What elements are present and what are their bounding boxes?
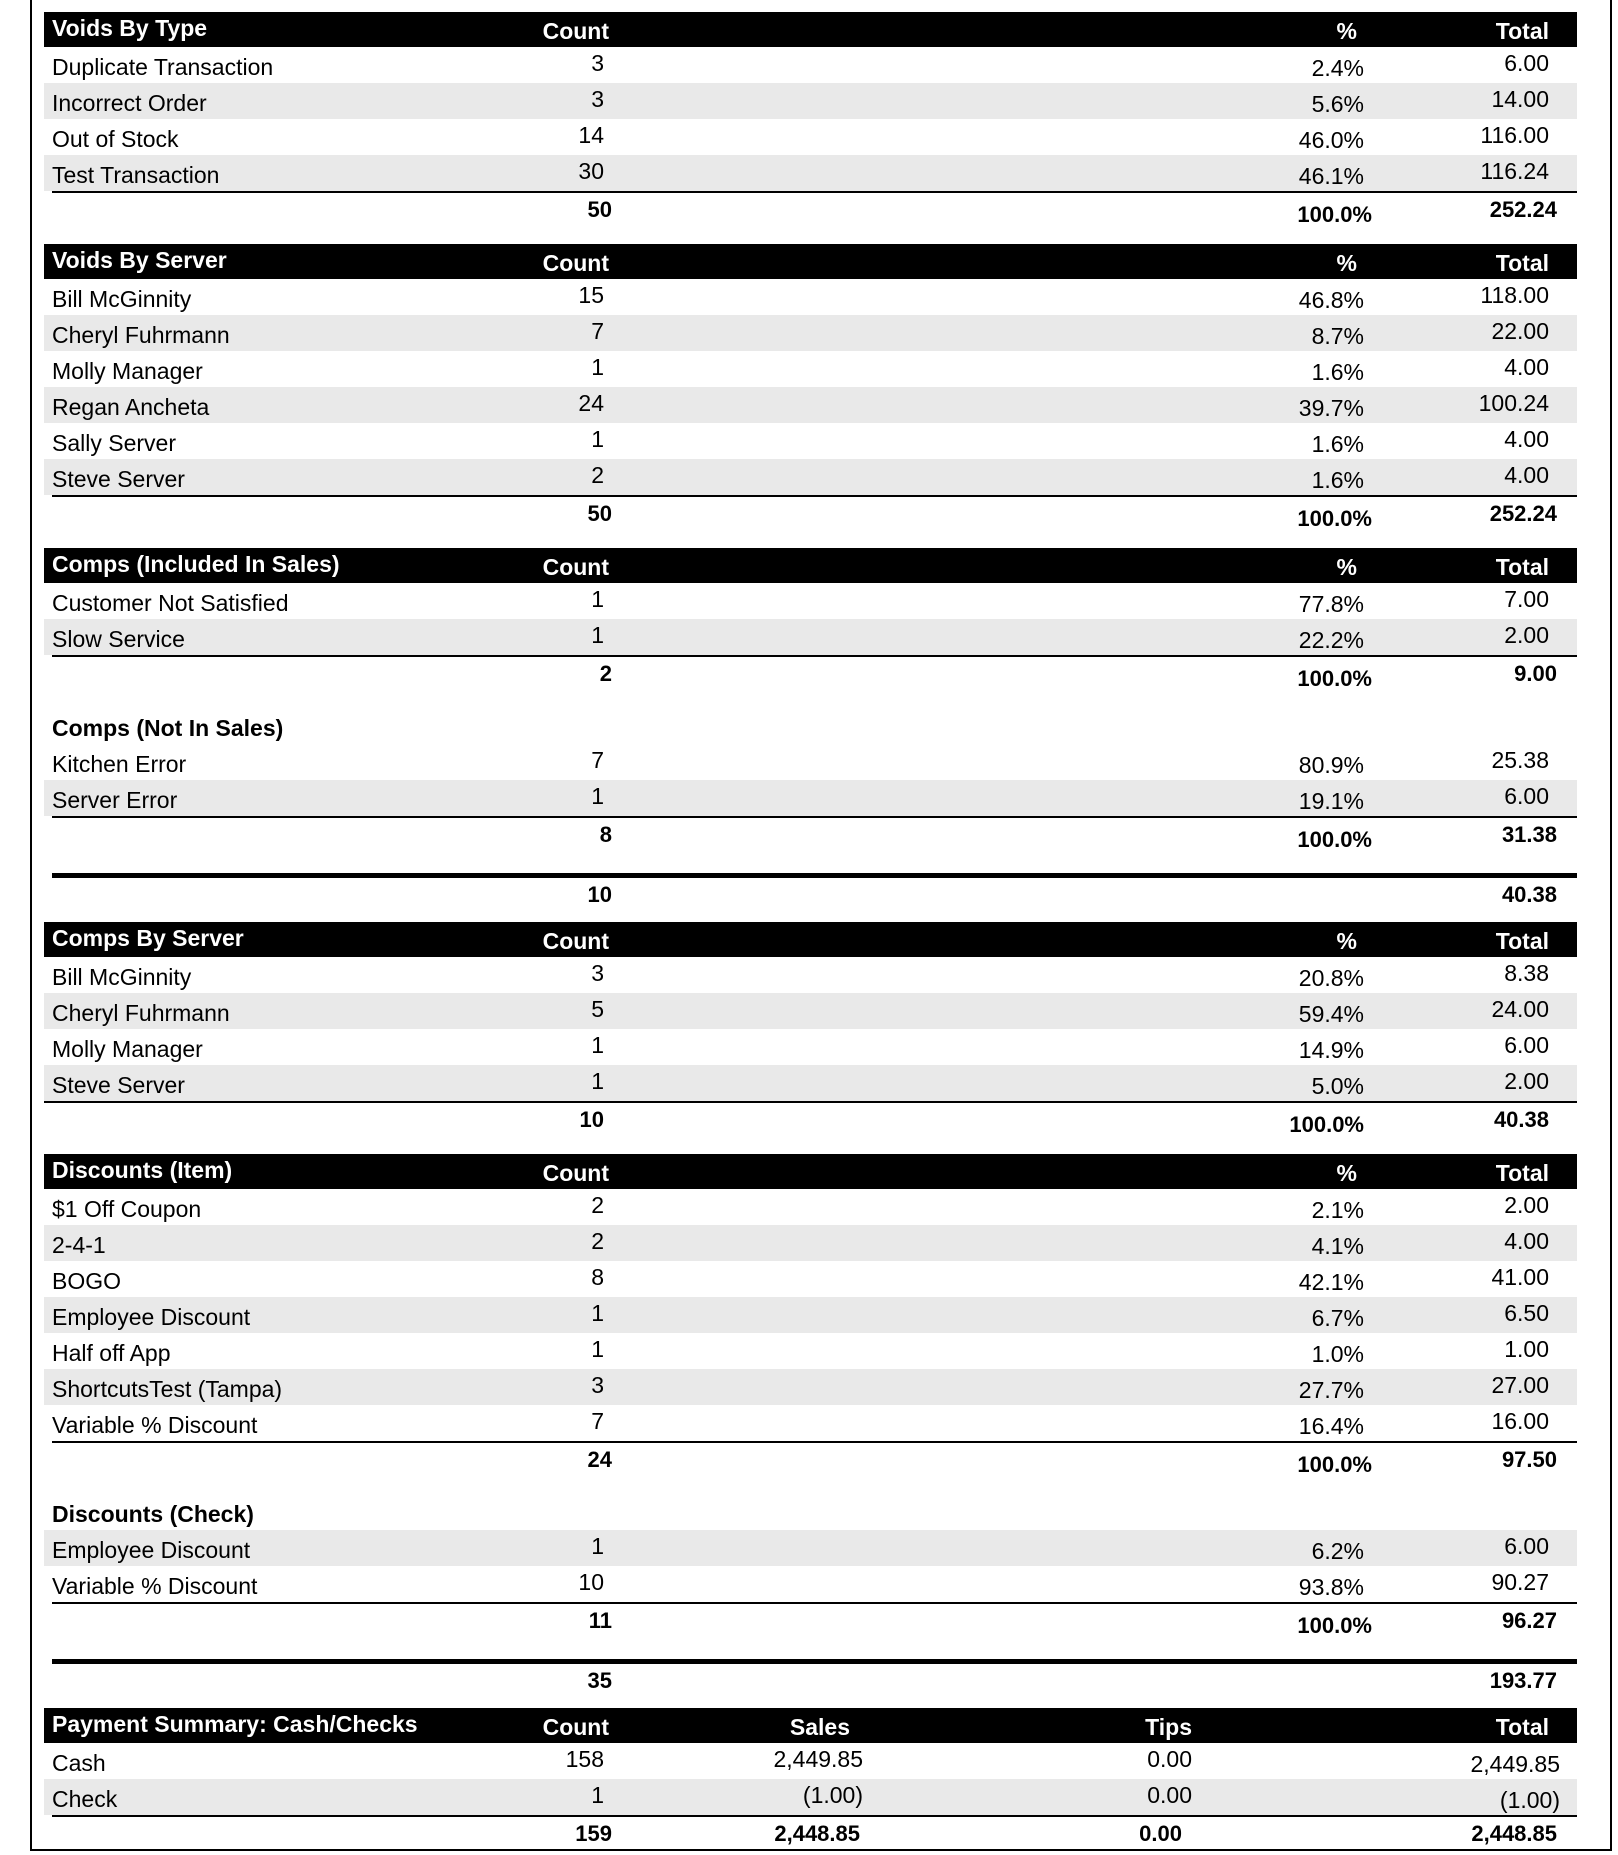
row-name: Steve Server — [52, 1072, 185, 1098]
row-percent: 22.2% — [1298, 627, 1364, 653]
table-row — [44, 1225, 1577, 1261]
row-total: 41.00 — [1491, 1264, 1549, 1290]
row-percent: 42.1% — [1298, 1269, 1364, 1295]
section-header — [44, 244, 1577, 279]
spacer — [44, 1481, 1577, 1494]
row-count: 5 — [591, 996, 604, 1022]
row-percent: 27.7% — [1298, 1377, 1364, 1403]
section-totals — [52, 655, 1577, 695]
total-column-header: Total — [1495, 1714, 1549, 1740]
spacer — [44, 1141, 1577, 1154]
count-column-header: Count — [542, 554, 609, 580]
section-header — [44, 1154, 1577, 1189]
row-percent: 93.8% — [1298, 1574, 1364, 1600]
table-row — [44, 1779, 1577, 1815]
row-percent: 1.0% — [1311, 1341, 1364, 1367]
row-count: 10 — [578, 1569, 604, 1595]
row-total: 27.00 — [1491, 1372, 1549, 1398]
total-percent: 100.0% — [1297, 1613, 1372, 1638]
row-name: Out of Stock — [52, 126, 179, 152]
table-row — [44, 1189, 1577, 1225]
row-total: 6.00 — [1504, 1032, 1549, 1058]
payment-summary-section — [44, 1708, 1577, 1855]
voids-by-server-section — [44, 244, 1577, 535]
section-totals — [52, 816, 1577, 856]
row-total: 118.00 — [1480, 282, 1549, 308]
row-name: Cash — [52, 1750, 106, 1776]
row-name: BOGO — [52, 1268, 122, 1294]
row-name: Molly Manager — [52, 358, 203, 384]
row-name: Check — [52, 1786, 118, 1812]
total-amount: 9.00 — [1514, 661, 1557, 686]
row-total: 2.00 — [1504, 1068, 1549, 1094]
row-total: 116.00 — [1480, 122, 1549, 148]
total-column-header: Total — [1495, 928, 1549, 954]
total-count: 8 — [599, 822, 612, 847]
percent-column-header: % — [1336, 1160, 1357, 1186]
table-row — [44, 459, 1577, 495]
row-total: 22.00 — [1491, 318, 1549, 344]
row-name: Cheryl Fuhrmann — [52, 322, 230, 348]
section-totals — [52, 1441, 1577, 1481]
spacer — [44, 695, 1577, 708]
total-percent: 100.0% — [1297, 1452, 1372, 1477]
table-row — [44, 1261, 1577, 1297]
section-header — [44, 548, 1577, 583]
total-count: 11 — [588, 1608, 612, 1633]
total-count: 2 — [599, 661, 612, 686]
total-count: 50 — [587, 197, 612, 222]
section-totals — [52, 495, 1577, 535]
row-name: Bill McGinnity — [52, 964, 192, 990]
total-amount: 252.24 — [1489, 197, 1557, 222]
row-total: 2.00 — [1504, 1192, 1549, 1218]
percent-column-header: % — [1336, 928, 1357, 954]
row-tips: 0.00 — [1147, 1746, 1192, 1772]
table-row — [44, 957, 1577, 993]
table-row — [44, 1029, 1577, 1065]
row-name: Steve Server — [52, 466, 185, 492]
row-total: 1.00 — [1504, 1336, 1549, 1362]
row-name: Test Transaction — [52, 162, 220, 188]
total-count: 50 — [587, 501, 612, 526]
row-count: 2 — [591, 462, 604, 488]
row-percent: 1.6% — [1311, 467, 1364, 493]
section-title: Discounts (Check) — [52, 1501, 254, 1527]
total-column-header: Total — [1495, 554, 1549, 580]
table-row — [44, 1530, 1577, 1566]
section-title: Discounts (Item) — [52, 1157, 233, 1183]
row-percent: 6.2% — [1311, 1538, 1364, 1564]
row-count: 1 — [591, 1336, 604, 1362]
grand-total-count: 35 — [587, 1668, 612, 1693]
row-count: 1 — [591, 622, 604, 648]
table-row — [44, 119, 1577, 155]
row-total: 90.27 — [1491, 1569, 1549, 1595]
table-row — [44, 279, 1577, 315]
total-amount: 40.38 — [1493, 1107, 1549, 1132]
total-percent: 100.0% — [1297, 506, 1372, 531]
count-column-header: Count — [542, 250, 609, 276]
total-count: 10 — [579, 1107, 604, 1132]
row-name: Incorrect Order — [52, 90, 207, 116]
row-percent: 20.8% — [1298, 965, 1364, 991]
row-total: 116.24 — [1480, 158, 1549, 184]
row-name: Kitchen Error — [52, 751, 187, 777]
row-name: ShortcutsTest (Tampa) — [52, 1376, 283, 1402]
row-name: Variable % Discount — [52, 1412, 258, 1438]
total-column-header: Total — [1495, 18, 1549, 44]
row-percent: 19.1% — [1298, 788, 1364, 814]
table-row — [44, 423, 1577, 459]
row-sales: (1.00) — [802, 1782, 863, 1808]
total-amount: 97.50 — [1501, 1447, 1557, 1472]
row-total: 4.00 — [1504, 354, 1549, 380]
row-percent: 5.6% — [1311, 91, 1364, 117]
row-count: 1 — [591, 1068, 604, 1094]
row-count: 30 — [578, 158, 604, 184]
total-percent: 100.0% — [1297, 202, 1372, 227]
row-count: 7 — [591, 318, 604, 344]
discounts-grand-total — [52, 1659, 1577, 1708]
row-percent: 16.4% — [1298, 1413, 1364, 1439]
section-title: Payment Summary: Cash/Checks — [52, 1711, 418, 1737]
row-count: 7 — [591, 747, 604, 773]
table-row — [44, 1065, 1577, 1101]
table-row — [44, 993, 1577, 1029]
discounts-item-section — [44, 1154, 1577, 1481]
row-total: 100.24 — [1478, 390, 1549, 416]
row-total: 2,449.85 — [1470, 1751, 1560, 1777]
row-percent: 39.7% — [1298, 395, 1364, 421]
row-name: Duplicate Transaction — [52, 54, 274, 80]
row-count: 1 — [591, 354, 604, 380]
row-count: 3 — [591, 50, 604, 76]
section-title: Comps (Not In Sales) — [52, 715, 284, 741]
row-total: 4.00 — [1504, 462, 1549, 488]
percent-column-header: % — [1336, 250, 1357, 276]
table-row — [44, 744, 1577, 780]
row-count: 24 — [578, 390, 604, 416]
section-totals — [52, 1815, 1577, 1855]
row-name: Molly Manager — [52, 1036, 203, 1062]
row-total: 4.00 — [1504, 426, 1549, 452]
row-percent: 2.1% — [1311, 1197, 1364, 1223]
total-amount: 96.27 — [1501, 1608, 1557, 1633]
row-name: 2-4-1 — [52, 1232, 106, 1258]
table-row — [44, 351, 1577, 387]
table-row — [44, 155, 1577, 191]
percent-column-header: % — [1336, 18, 1357, 44]
table-row — [44, 1405, 1577, 1441]
row-name: Bill McGinnity — [52, 286, 192, 312]
count-column-header: Count — [542, 1160, 609, 1186]
row-count: 3 — [591, 1372, 604, 1398]
row-percent: 46.8% — [1298, 287, 1364, 313]
row-name: Sally Server — [52, 430, 176, 456]
section-title: Voids By Server — [52, 247, 227, 273]
row-total: (1.00) — [1499, 1787, 1560, 1813]
row-count: 1 — [591, 586, 604, 612]
comps-by-server-section — [44, 922, 1577, 1141]
table-row — [44, 315, 1577, 351]
section-subheader — [44, 1494, 1577, 1530]
percent-column-header: % — [1336, 554, 1357, 580]
sales-column-header: Sales — [789, 1714, 850, 1740]
table-row — [44, 780, 1577, 816]
comps-included-section — [44, 548, 1577, 695]
table-row — [44, 583, 1577, 619]
comps-not-in-sales-section — [44, 708, 1577, 922]
row-count: 1 — [591, 1782, 604, 1808]
row-total: 6.00 — [1504, 50, 1549, 76]
grand-total-amount: 40.38 — [1501, 882, 1557, 907]
row-percent: 59.4% — [1298, 1001, 1364, 1027]
section-subheader — [44, 708, 1577, 744]
row-count: 3 — [591, 86, 604, 112]
grand-total-count: 10 — [587, 882, 612, 907]
total-sales: 2,448.85 — [774, 1821, 860, 1846]
total-amount: 252.24 — [1489, 501, 1557, 526]
report-page — [30, 0, 1612, 1851]
count-column-header: Count — [542, 1714, 609, 1740]
total-count: 24 — [587, 1447, 612, 1472]
table-row — [44, 1297, 1577, 1333]
row-total: 24.00 — [1491, 996, 1549, 1022]
row-count: 15 — [578, 282, 604, 308]
spacer — [44, 535, 1577, 548]
row-percent: 1.6% — [1311, 431, 1364, 457]
total-percent: 100.0% — [1297, 666, 1372, 691]
total-amount: 31.38 — [1501, 822, 1557, 847]
row-name: Cheryl Fuhrmann — [52, 1000, 230, 1026]
grand-total-amount: 193.77 — [1489, 1668, 1557, 1693]
section-header — [44, 12, 1577, 47]
total-percent: 100.0% — [1289, 1112, 1364, 1137]
row-count: 1 — [591, 426, 604, 452]
row-total: 4.00 — [1504, 1228, 1549, 1254]
total-column-header: Total — [1495, 250, 1549, 276]
row-percent: 4.1% — [1311, 1233, 1364, 1259]
row-tips: 0.00 — [1147, 1782, 1192, 1808]
row-name: $1 Off Coupon — [52, 1196, 202, 1222]
section-totals — [44, 1101, 1577, 1141]
row-percent: 46.0% — [1298, 127, 1364, 153]
row-percent: 77.8% — [1298, 591, 1364, 617]
row-total: 16.00 — [1491, 1408, 1549, 1434]
row-percent: 14.9% — [1298, 1037, 1364, 1063]
total-count: 159 — [575, 1821, 612, 1846]
table-row — [44, 1333, 1577, 1369]
row-name: Slow Service — [52, 626, 185, 652]
discounts-check-section — [44, 1494, 1577, 1708]
row-percent: 46.1% — [1298, 163, 1364, 189]
row-count: 1 — [591, 1032, 604, 1058]
section-title: Comps (Included In Sales) — [52, 551, 340, 577]
voids-by-type-section — [44, 12, 1577, 231]
row-name: Half off App — [52, 1340, 171, 1366]
row-name: Server Error — [52, 787, 178, 813]
row-total: 6.50 — [1504, 1300, 1549, 1326]
table-row — [44, 1743, 1577, 1779]
row-total: 2.00 — [1504, 622, 1549, 648]
table-row — [44, 1566, 1577, 1602]
row-percent: 6.7% — [1311, 1305, 1364, 1331]
row-count: 7 — [591, 1408, 604, 1434]
row-total: 8.38 — [1504, 960, 1549, 986]
row-count: 1 — [591, 1533, 604, 1559]
table-row — [44, 47, 1577, 83]
total-tips: 0.00 — [1139, 1821, 1182, 1846]
report-content — [44, 12, 1577, 1855]
row-percent: 1.6% — [1311, 359, 1364, 385]
section-header — [44, 922, 1577, 957]
section-totals — [52, 1602, 1577, 1642]
row-count: 3 — [591, 960, 604, 986]
comps-grand-total — [52, 873, 1577, 922]
count-column-header: Count — [542, 928, 609, 954]
table-row — [44, 83, 1577, 119]
section-totals — [52, 191, 1577, 231]
row-percent: 80.9% — [1298, 752, 1364, 778]
row-total: 25.38 — [1491, 747, 1549, 773]
row-name: Employee Discount — [52, 1304, 251, 1330]
row-name: Regan Ancheta — [52, 394, 210, 420]
row-count: 158 — [565, 1746, 604, 1772]
row-total: 6.00 — [1504, 1533, 1549, 1559]
total-amount: 2,448.85 — [1471, 1821, 1557, 1846]
row-total: 7.00 — [1504, 586, 1549, 612]
row-total: 6.00 — [1504, 783, 1549, 809]
row-count: 2 — [591, 1192, 604, 1218]
table-row — [44, 387, 1577, 423]
total-percent: 100.0% — [1297, 827, 1372, 852]
tips-column-header: Tips — [1145, 1714, 1192, 1740]
row-count: 14 — [578, 122, 604, 148]
count-column-header: Count — [542, 18, 609, 44]
row-percent: 8.7% — [1311, 323, 1364, 349]
table-row — [44, 1369, 1577, 1405]
row-count: 1 — [591, 1300, 604, 1326]
section-title: Voids By Type — [52, 15, 208, 41]
row-percent: 5.0% — [1311, 1073, 1364, 1099]
section-title: Comps By Server — [52, 925, 244, 951]
row-name: Customer Not Satisfied — [52, 590, 289, 616]
row-count: 8 — [591, 1264, 604, 1290]
row-count: 1 — [591, 783, 604, 809]
row-sales: 2,449.85 — [773, 1746, 863, 1772]
section-header — [44, 1708, 1577, 1743]
spacer — [44, 231, 1577, 244]
total-column-header: Total — [1495, 1160, 1549, 1186]
table-row — [44, 619, 1577, 655]
row-percent: 2.4% — [1311, 55, 1364, 81]
row-total: 14.00 — [1491, 86, 1549, 112]
row-name: Variable % Discount — [52, 1573, 258, 1599]
row-name: Employee Discount — [52, 1537, 251, 1563]
row-count: 2 — [591, 1228, 604, 1254]
